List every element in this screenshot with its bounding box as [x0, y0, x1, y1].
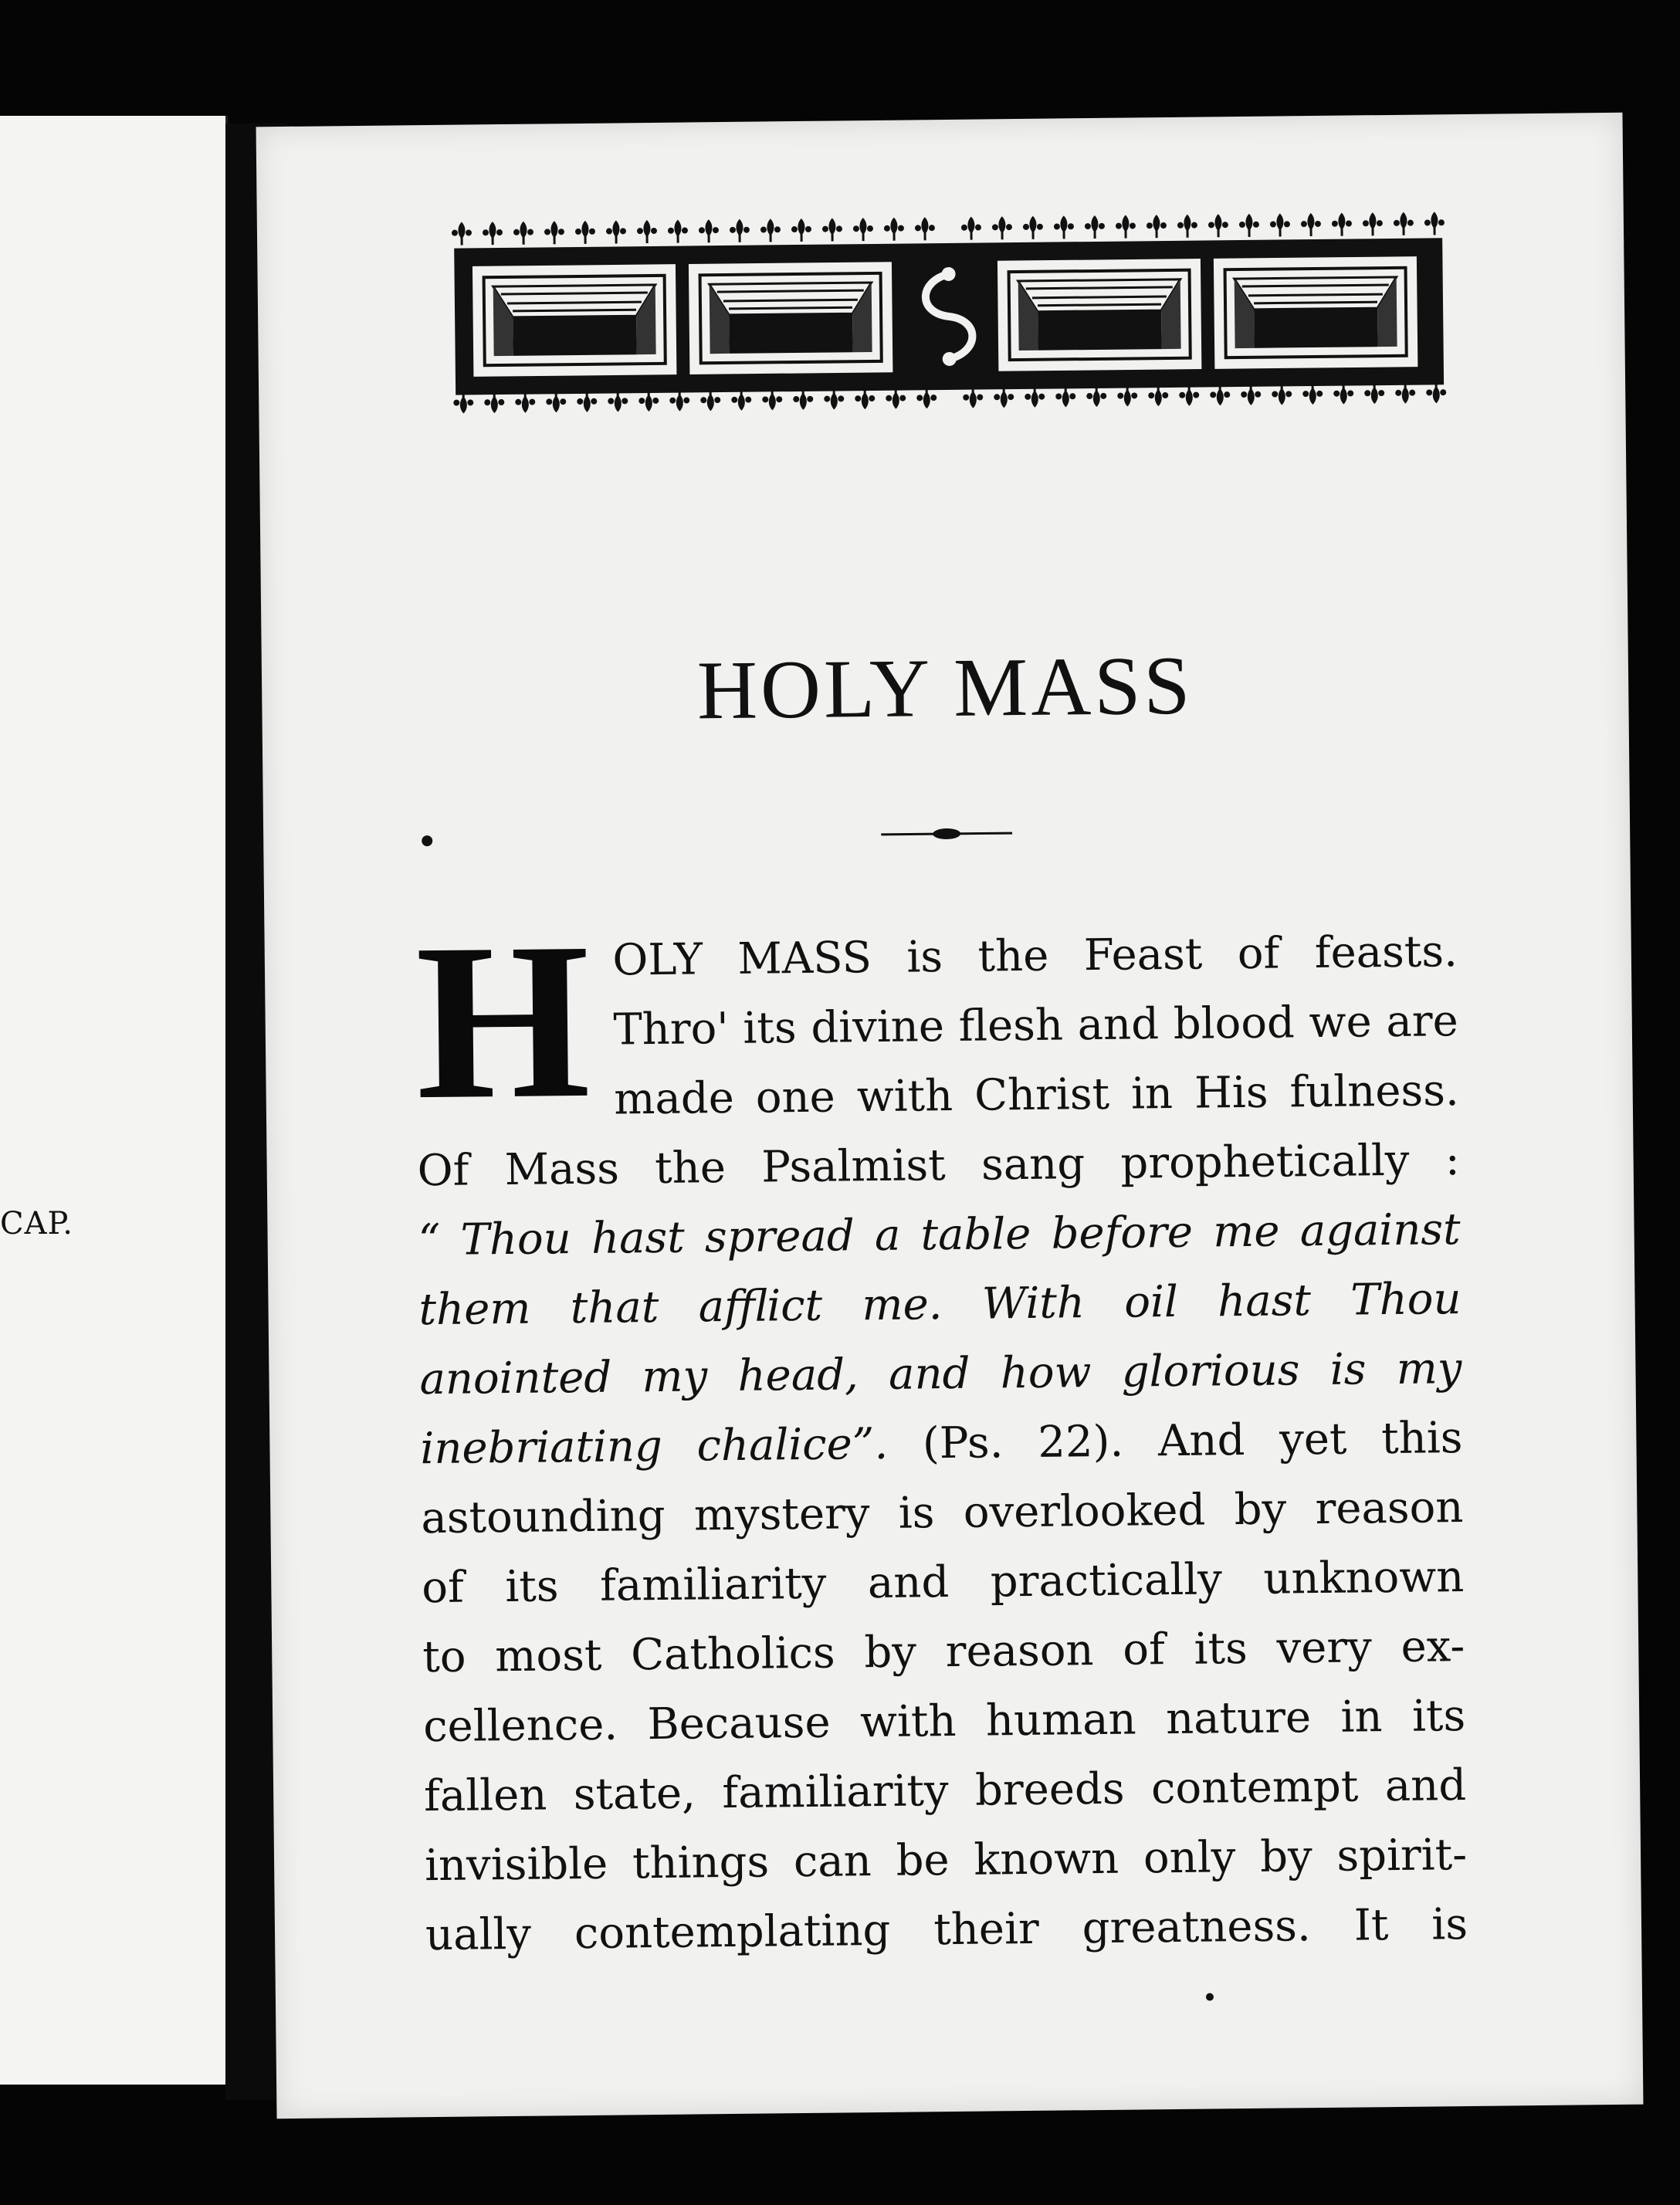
ink-speck	[422, 835, 432, 846]
headpiece-center-knot	[909, 254, 988, 378]
ornamental-headpiece	[439, 207, 1460, 418]
text-line: them that afflict me. With oil hast Thou	[418, 1274, 1462, 1336]
text-line: cellence. Because with human nature in its	[422, 1691, 1466, 1753]
text-line: astounding mystery is overlooked by reason	[421, 1482, 1464, 1544]
book-page	[256, 113, 1644, 2119]
text-span-italic: inebriating chalice”.	[420, 1418, 889, 1475]
text-span-roman: (Ps. 22). And yet this	[887, 1413, 1463, 1469]
text-line: anointed my head, and how glorious is my	[419, 1343, 1462, 1405]
title-ornament-rule	[881, 821, 1012, 846]
body-text	[415, 896, 1468, 1970]
text-line: made one with Christ in His fulness.	[613, 1065, 1460, 1125]
drop-cap: H	[415, 896, 591, 1147]
page-title: HOLY MASS	[696, 639, 1194, 737]
text-line: Thro' its divine flesh and blood we are	[613, 996, 1459, 1055]
left-facing-page	[0, 116, 228, 2085]
text-line: ually contemplating their greatness. It is	[425, 1899, 1468, 1961]
text-line: Of Mass the Psalmist sang prophetically :	[417, 1135, 1460, 1197]
ink-speck	[1206, 1993, 1214, 2000]
left-page-text-fragment: CAP.	[0, 1206, 74, 1241]
text-line: invisible things can be known only by spirit-	[424, 1830, 1468, 1892]
text-line: fallen state, familiarity breeds contempt and	[423, 1760, 1467, 1822]
text-line: OLY MASS is the Feast of feasts.	[612, 926, 1458, 986]
text-line: to most Catholics by reason of its very ex-	[422, 1621, 1465, 1683]
text-line: of its familiarity and practically unknown	[422, 1552, 1465, 1614]
text-line: “ Thou hast spread a table before me against	[418, 1204, 1461, 1266]
text-line-mixed	[420, 1404, 1463, 1484]
